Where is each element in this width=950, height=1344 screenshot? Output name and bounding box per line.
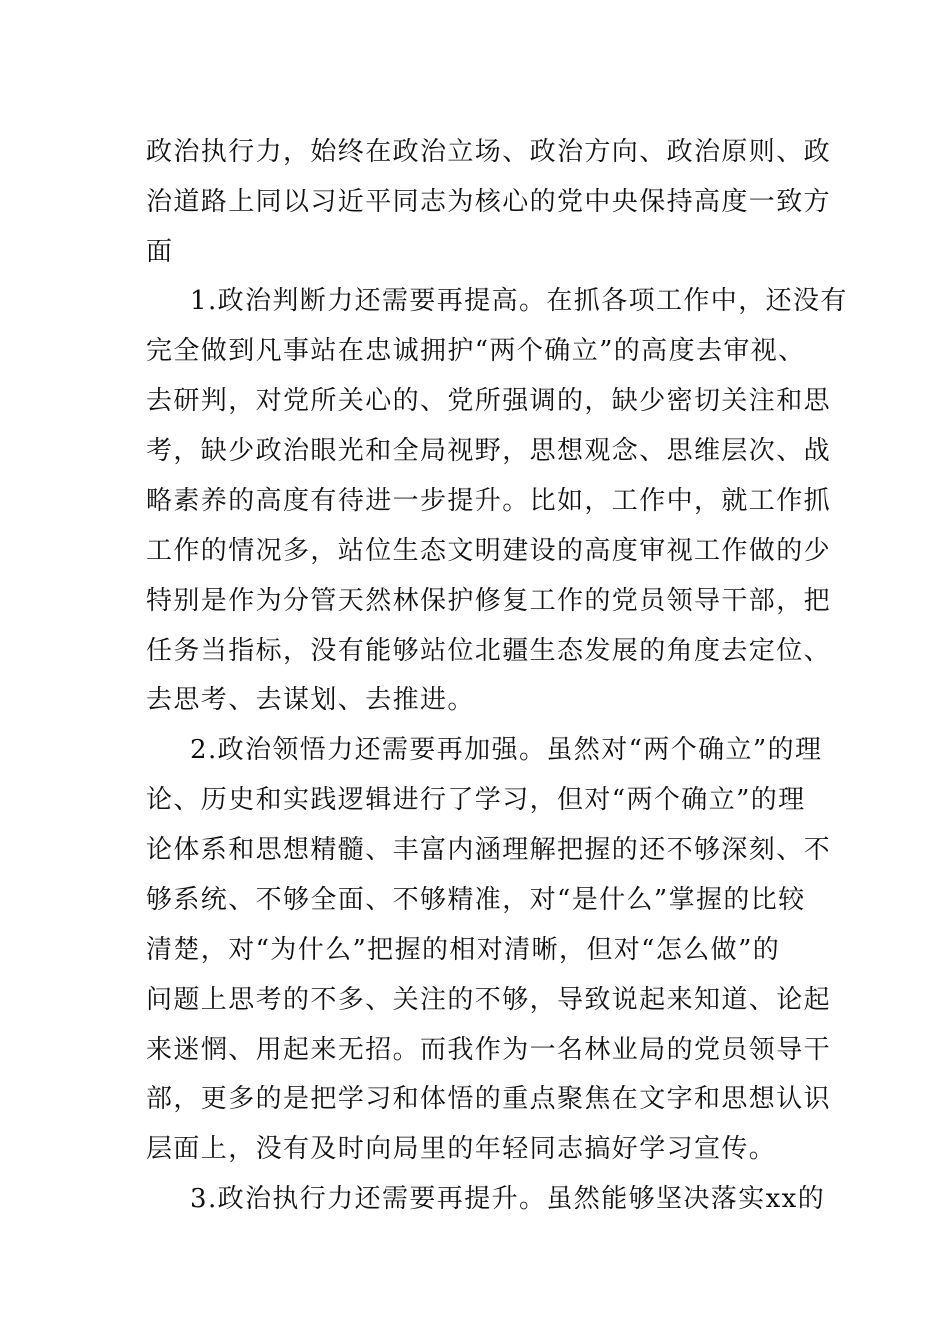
text-line: 去研判，对党所关心的、党所强调的，缺少密切关注和思 bbox=[146, 386, 832, 416]
text-line: 任务当指标，没有能够站位北疆生态发展的角度去定位、 bbox=[146, 636, 832, 666]
text-line: 部，更多的是把学习和体悟的重点聚焦在文字和思想认识 bbox=[146, 1084, 832, 1114]
text-line: 工作的情况多，站位生态文明建设的高度审视工作做的少 bbox=[146, 536, 832, 566]
text-line: 治道路上同以习近平同志为核心的党中央保持高度一致方 bbox=[146, 187, 832, 217]
text-line: 来迷惘、用起来无招。而我作为一名林业局的党员领导干 bbox=[146, 1035, 832, 1065]
text-line: 问题上思考的不多、关注的不够，导致说起来知道、论起 bbox=[146, 985, 832, 1015]
text-line: 考，缺少政治眼光和全局视野，思想观念、思维层次、战 bbox=[146, 436, 832, 466]
text-line: 层面上，没有及时向局里的年轻同志搞好学习宣传。 bbox=[146, 1134, 777, 1164]
text-line: 面 bbox=[146, 237, 174, 267]
text-line: 2.政治领悟力还需要再加强。虽然对“两个确立”的理 bbox=[190, 735, 823, 765]
text-line: 1.政治判断力还需要再提高。在抓各项工作中，还没有 bbox=[190, 286, 848, 316]
text-line: 特别是作为分管天然林保护修复工作的党员领导干部，把 bbox=[146, 586, 832, 616]
text-line: 论体系和思想精髓、丰富内涵理解把握的还不够深刻、不 bbox=[146, 835, 832, 865]
text-line: 3.政治执行力还需要再提升。虽然能够坚决落实xx的 bbox=[190, 1184, 826, 1214]
text-line: 政治执行力，始终在政治立场、政治方向、政治原则、政 bbox=[146, 137, 832, 167]
text-line: 去思考、去谋划、去推进。 bbox=[146, 685, 475, 715]
text-line: 完全做到凡事站在忠诚拥护“两个确立”的高度去审视、 bbox=[146, 336, 806, 366]
text-line: 清楚，对“为什么”把握的相对清晰，但对“怎么做”的 bbox=[146, 935, 781, 965]
text-line: 够系统、不够全面、不够精准，对“是什么”掌握的比较 bbox=[146, 885, 806, 915]
text-line: 略素养的高度有待进一步提升。比如，工作中，就工作抓 bbox=[146, 486, 832, 516]
text-line: 论、历史和实践逻辑进行了学习，但对“两个确立”的理 bbox=[146, 785, 806, 815]
